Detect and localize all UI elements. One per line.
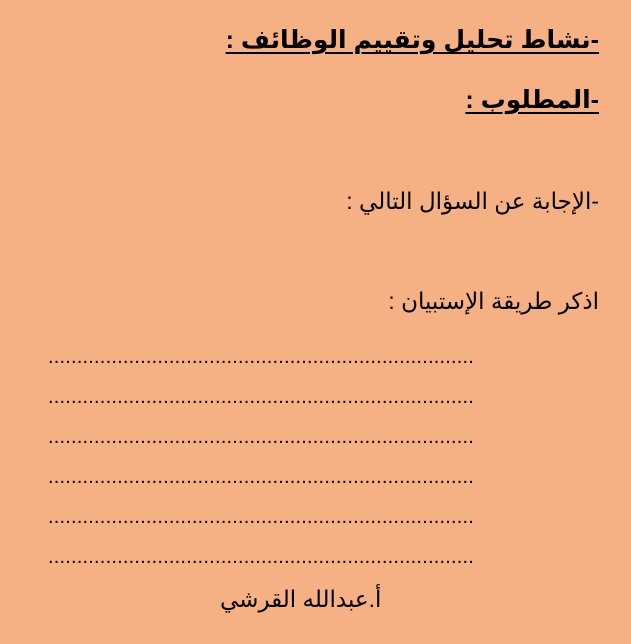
teacher-signature: أ.عبدالله القرشي <box>220 586 382 612</box>
required-heading: -المطلوب : <box>465 86 599 114</box>
answer-line: .......................................................................... <box>48 387 474 407</box>
answer-line: .......................................................................... <box>48 427 474 447</box>
instruction-text: -الإجابة عن السؤال التالي : <box>346 188 599 214</box>
answer-line: .......................................................................... <box>48 467 474 487</box>
answer-line: .......................................................................... <box>48 347 474 367</box>
question-text: اذكر طريقة الإستبيان : <box>388 288 599 314</box>
answer-line: .......................................................................... <box>48 507 474 527</box>
answer-line: .......................................................................... <box>48 547 474 567</box>
worksheet-title: -نشاط تحليل وتقييم الوظائف : <box>225 26 599 54</box>
